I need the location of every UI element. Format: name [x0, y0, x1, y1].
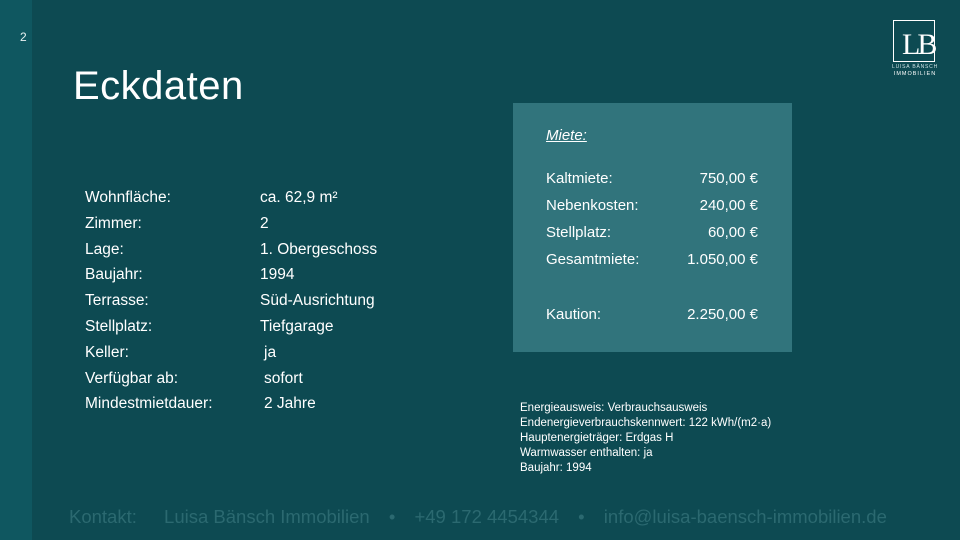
logo-sub: IMMOBILIEN — [893, 71, 937, 77]
energy-line: Warmwasser enthalten: ja — [520, 447, 653, 459]
fact-label: Baujahr: — [85, 266, 143, 284]
fact-value: sofort — [264, 369, 303, 387]
left-strip — [0, 0, 32, 540]
footer-label: Kontakt: — [69, 506, 137, 527]
logo-frame — [893, 20, 935, 62]
fact-value: 2 — [260, 214, 269, 232]
footer-company: Luisa Bänsch Immobilien — [164, 506, 370, 527]
fact-label: Verfügbar ab: — [85, 369, 179, 387]
logo-letters: LB — [902, 28, 935, 61]
fact-value: Süd-Ausrichtung — [260, 292, 375, 310]
rent-value: 60,00 € — [707, 224, 758, 241]
fact-label: Mindestmietdauer: — [85, 395, 213, 413]
footer-separator: • — [388, 506, 396, 527]
fact-value: Tiefgarage — [260, 317, 334, 335]
fact-value: ca. 62,9 m² — [260, 189, 338, 206]
fact-value: ja — [264, 343, 277, 361]
fact-value: 1. Obergeschoss — [260, 240, 378, 258]
rent-value: 750,00 € — [699, 170, 758, 187]
rent-value: 240,00 € — [699, 197, 758, 214]
deposit-label: Kaution: — [546, 306, 602, 323]
page-number: 2 — [20, 30, 27, 44]
rent-label: Nebenkosten: — [546, 197, 639, 214]
rent-label: Gesamtmiete: — [546, 251, 640, 268]
rent-heading: Miete: — [546, 127, 587, 144]
rent-panel — [513, 103, 792, 352]
energy-line: Endenergieverbrauchskennwert: 122 kWh/(m2·a) — [520, 417, 772, 429]
footer-separator: • — [578, 506, 585, 527]
rent-label: Kaltmiete: — [546, 170, 613, 187]
logo-name: LUISA BÄNSCH — [891, 64, 938, 70]
fact-value: 1994 — [260, 266, 295, 284]
rent-label: Stellplatz: — [546, 224, 612, 241]
fact-label: Wohnfläche: — [85, 189, 171, 206]
energy-line: Energieausweis: Verbrauchsausweis — [520, 402, 708, 414]
fact-label: Lage: — [85, 240, 124, 258]
company-logo — [888, 20, 942, 80]
fact-label: Terrasse: — [85, 292, 149, 310]
energy-line: Baujahr: 1994 — [520, 462, 592, 474]
fact-label: Keller: — [85, 343, 129, 361]
footer-email[interactable]: info@luisa-baensch-immobilien.de — [603, 506, 887, 527]
rent-value: 1.050,00 € — [687, 251, 758, 268]
page-title: Eckdaten — [73, 64, 244, 108]
energy-line: Hauptenergieträger: Erdgas H — [520, 432, 674, 444]
fact-label: Zimmer: — [85, 214, 142, 232]
fact-label: Stellplatz: — [85, 317, 153, 335]
fact-value: 2 Jahre — [264, 395, 316, 413]
deposit-value: 2.250,00 € — [687, 306, 758, 323]
footer-phone[interactable]: +49 172 4454344 — [414, 506, 560, 527]
contact-footer — [69, 506, 887, 528]
energy-certificate-info — [520, 401, 771, 476]
